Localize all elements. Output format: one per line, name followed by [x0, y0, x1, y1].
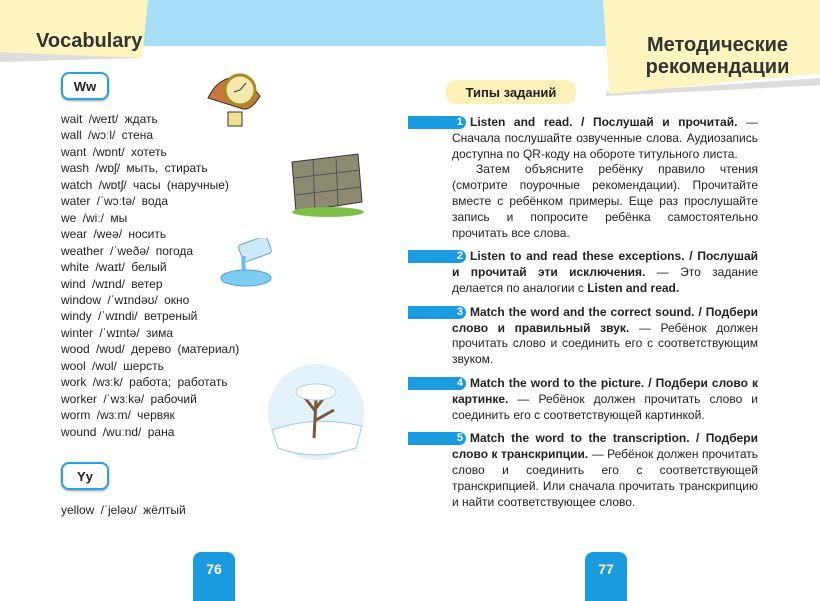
- vocab-item: weather /ˈweðə/ погода: [61, 243, 194, 258]
- task-body-paragraph: Затем объясните ребёнку правило чтения (смотрите поурочные рекомендации). Прочитайте вместе с ребёнком примеры. Еще раз прослушайте запись и попросите ребёнка самостоятельно прочитать все слова.: [452, 162, 758, 240]
- task-body: — Сначала послушайте озвученные слова. Аудиозапись доступна по QR-коду на обороте титульного листа.: [452, 115, 758, 161]
- section-badge-w: Ww: [61, 72, 109, 100]
- task-body: — Это задание делается по аналогии с: [452, 265, 759, 295]
- vocab-item: work /wɜːk/ работа; работать: [61, 375, 228, 390]
- header-band: [140, 0, 612, 46]
- task-title: Listen and read. / Послушай и прочитай.: [470, 115, 738, 129]
- task-title: Match the word to the picture. / Подбери слово к картинке.: [452, 375, 758, 406]
- vocab-item: wood /wʊd/ дерево (материал): [61, 342, 240, 357]
- vocab-item: water /ˈwɔːtə/ вода: [61, 194, 169, 209]
- vocab-item: worm /wɜːm/ червяк: [61, 408, 175, 423]
- task-body: — Ребёнок должен прочитать слово и соединить его с соответствующей транскрипцией. Или сначала прочитать транскрипцию и найти соответствующее слово.: [452, 447, 759, 509]
- task-title: Match the word and the correct sound. / Подбери слово и правильный звук.: [452, 304, 758, 335]
- task-number-badge: 3: [408, 306, 466, 319]
- vocab-item: wound /wuːnd/ рана: [61, 424, 175, 439]
- vocab-item: wool /wʊl/ шерсть: [61, 358, 164, 373]
- vocab-item: yellow /ˈjeləʊ/ жёлтый: [61, 503, 186, 517]
- task-2: [452, 249, 758, 296]
- vocabulary-list-w: [61, 111, 239, 440]
- watch-illustration: [200, 68, 272, 130]
- section-title: Типы заданий: [446, 80, 576, 104]
- task-title: Listen to and read these exceptions. / Послушай и прочитай эти исключения.: [452, 249, 758, 280]
- vocab-item: we /wiː/ мы: [61, 210, 128, 225]
- section-badge-y: Yy: [61, 462, 109, 490]
- vocab-item: watch /wɒtʃ/ часы (наручные): [61, 177, 229, 192]
- right-page-title: Методические рекомендации: [645, 34, 790, 78]
- task-body-bold: Listen and read.: [587, 280, 680, 295]
- task-number-badge: 2: [408, 250, 466, 263]
- task-number-badge: 1: [408, 116, 466, 129]
- vocab-item: wait /weɪt/ ждать: [61, 112, 158, 126]
- page-number-left: 76: [193, 552, 235, 601]
- vocab-item: wear /weə/ носить: [61, 227, 167, 242]
- vocab-item: want /wɒnt/ хотеть: [61, 144, 167, 159]
- vocab-item: windy /ˈwɪndi/ ветреный: [61, 309, 198, 324]
- vocab-item: window /ˈwɪndəʊ/ окно: [61, 292, 190, 307]
- task-body: — Ребёнок должен прочитать слово и соединить его с соответствующей картинкой.: [452, 391, 758, 422]
- vocab-item: winter /ˈwɪntə/ зима: [61, 325, 174, 340]
- task-number-badge: 5: [408, 432, 466, 445]
- winter-tree-illustration: [266, 362, 366, 462]
- wall-illustration: [288, 150, 366, 218]
- task-1: [452, 115, 758, 241]
- task-number-badge: 4: [408, 377, 466, 390]
- task-body: — Ребёнок должен прочитать слово и соединить его с соответствующим звуком.: [452, 320, 758, 367]
- task-3: [452, 305, 758, 368]
- vocab-item: worker /ˈwɜːkə/ рабочий: [61, 391, 197, 406]
- task-5: [452, 431, 758, 510]
- task-title: Match the word to the transcription. / Подбери слово к транскрипции.: [452, 431, 758, 462]
- vocab-item: wash /wɒʃ/ мыть, стирать: [61, 161, 208, 176]
- vocab-item: wall /wɔːl/ стена: [61, 128, 154, 143]
- vocab-item: white /waɪt/ белый: [61, 260, 167, 275]
- left-page-title: Vocabulary: [36, 30, 143, 52]
- task-list: [452, 115, 758, 518]
- page-number-right: 77: [585, 552, 627, 601]
- glass-of-water-illustration: [218, 238, 278, 290]
- vocab-item: wind /wɪnd/ ветер: [61, 276, 163, 291]
- task-4: [452, 376, 758, 423]
